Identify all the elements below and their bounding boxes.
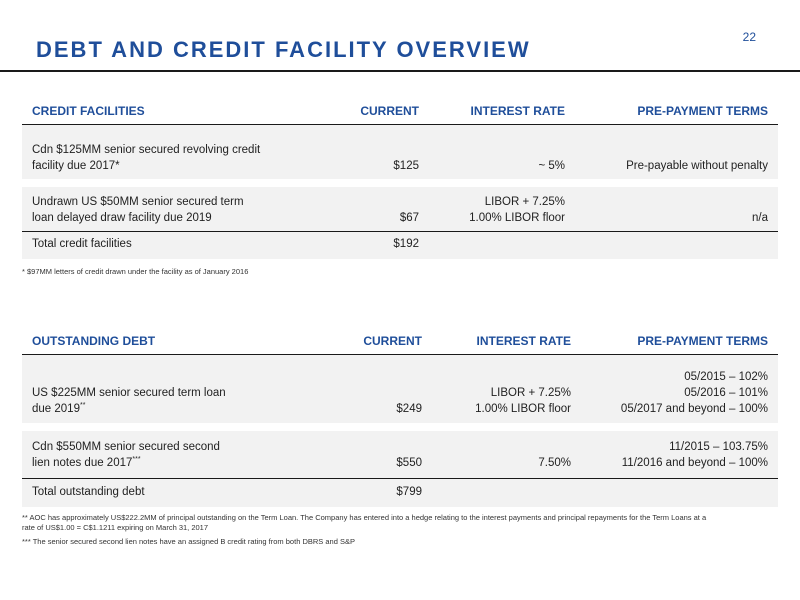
credit-header-rate: INTEREST RATE <box>470 104 565 118</box>
row-rate: ~ 5% <box>538 160 565 172</box>
footnote-mark: *** <box>132 456 141 464</box>
table-row <box>22 355 778 423</box>
row-current: $550 <box>396 457 422 469</box>
row-terms: Pre-payable without penalty <box>626 160 768 172</box>
total-row <box>22 232 778 259</box>
row-rate-line1: LIBOR + 7.25% <box>484 196 565 208</box>
row-rate-line1: LIBOR + 7.25% <box>490 387 571 399</box>
debt-table-header <box>22 325 778 355</box>
row-name-text: due 2019 <box>32 403 80 415</box>
row-rate-line2: 1.00% LIBOR floor <box>469 212 565 224</box>
row-current: $249 <box>396 403 422 415</box>
credit-facilities-table <box>22 95 778 259</box>
credit-header-terms: PRE-PAYMENT TERMS <box>637 104 768 118</box>
row-name-line2: facility due 2017* <box>32 160 120 172</box>
page-number: 22 <box>742 30 756 44</box>
table-row <box>22 431 778 478</box>
row-terms: n/a <box>752 212 768 224</box>
row-name-text: lien notes due 2017 <box>32 457 133 469</box>
title-divider <box>0 70 800 72</box>
credit-header-name: CREDIT FACILITIES <box>32 104 145 118</box>
debt-header-terms: PRE-PAYMENT TERMS <box>637 334 768 348</box>
row-name-line2 <box>32 402 85 417</box>
row-name-line1: Undrawn US $50MM senior secured term <box>32 196 244 208</box>
row-name-line1: Cdn $125MM senior secured revolving credit <box>32 144 261 156</box>
total-value: $192 <box>393 238 419 250</box>
total-row <box>22 479 778 507</box>
debt-header-name: OUTSTANDING DEBT <box>32 334 156 348</box>
total-label: Total outstanding debt <box>32 486 145 498</box>
row-name-line2: loan delayed draw facility due 2019 <box>32 212 212 224</box>
credit-table-header <box>22 95 778 125</box>
debt-header-current: CURRENT <box>363 334 422 348</box>
term-loan-footnote: ** AOC has approximately US$222.2MM of principal outstanding on the Term Loan. The Company has entered into a hedge relating to the interest payments and principal repayments for the Term Loans at a rate of US$1.00 = C$1.1211 expiring on March 31, 2017 <box>22 513 707 532</box>
row-gap <box>22 179 778 187</box>
row-name-line2 <box>32 456 141 471</box>
row-rate-line2: 1.00% LIBOR floor <box>475 403 571 415</box>
row-current: $67 <box>399 212 419 224</box>
row-name-line1: US $225MM senior secured term loan <box>32 387 226 399</box>
row-current: $125 <box>393 160 419 172</box>
row-gap <box>22 423 778 431</box>
page-title: DEBT AND CREDIT FACILITY OVERVIEW <box>36 37 531 62</box>
row-terms-line2: 05/2016 – 101% <box>684 387 768 399</box>
row-rate: 7.50% <box>538 457 571 469</box>
footnote-mark: ** <box>79 402 86 410</box>
outstanding-debt-table <box>22 325 778 507</box>
total-value: $799 <box>396 486 422 498</box>
notes-rating-footnote: *** The senior secured second lien notes have an assigned B credit rating from both DBRS and S&P <box>22 537 355 546</box>
credit-footnote: * $97MM letters of credit drawn under the facility as of January 2016 <box>22 267 249 276</box>
table-row <box>22 125 778 179</box>
row-terms-line3: 05/2017 and beyond – 100% <box>620 403 768 415</box>
row-terms-line1: 05/2015 – 102% <box>684 371 768 383</box>
row-terms-line2: 11/2016 and beyond – 100% <box>621 457 768 469</box>
debt-header-rate: INTEREST RATE <box>476 334 571 348</box>
total-label: Total credit facilities <box>32 238 132 250</box>
table-row <box>22 187 778 231</box>
credit-header-current: CURRENT <box>360 104 419 118</box>
row-name-line1: Cdn $550MM senior secured second <box>32 441 220 453</box>
row-terms-line1: 11/2015 – 103.75% <box>669 441 768 453</box>
